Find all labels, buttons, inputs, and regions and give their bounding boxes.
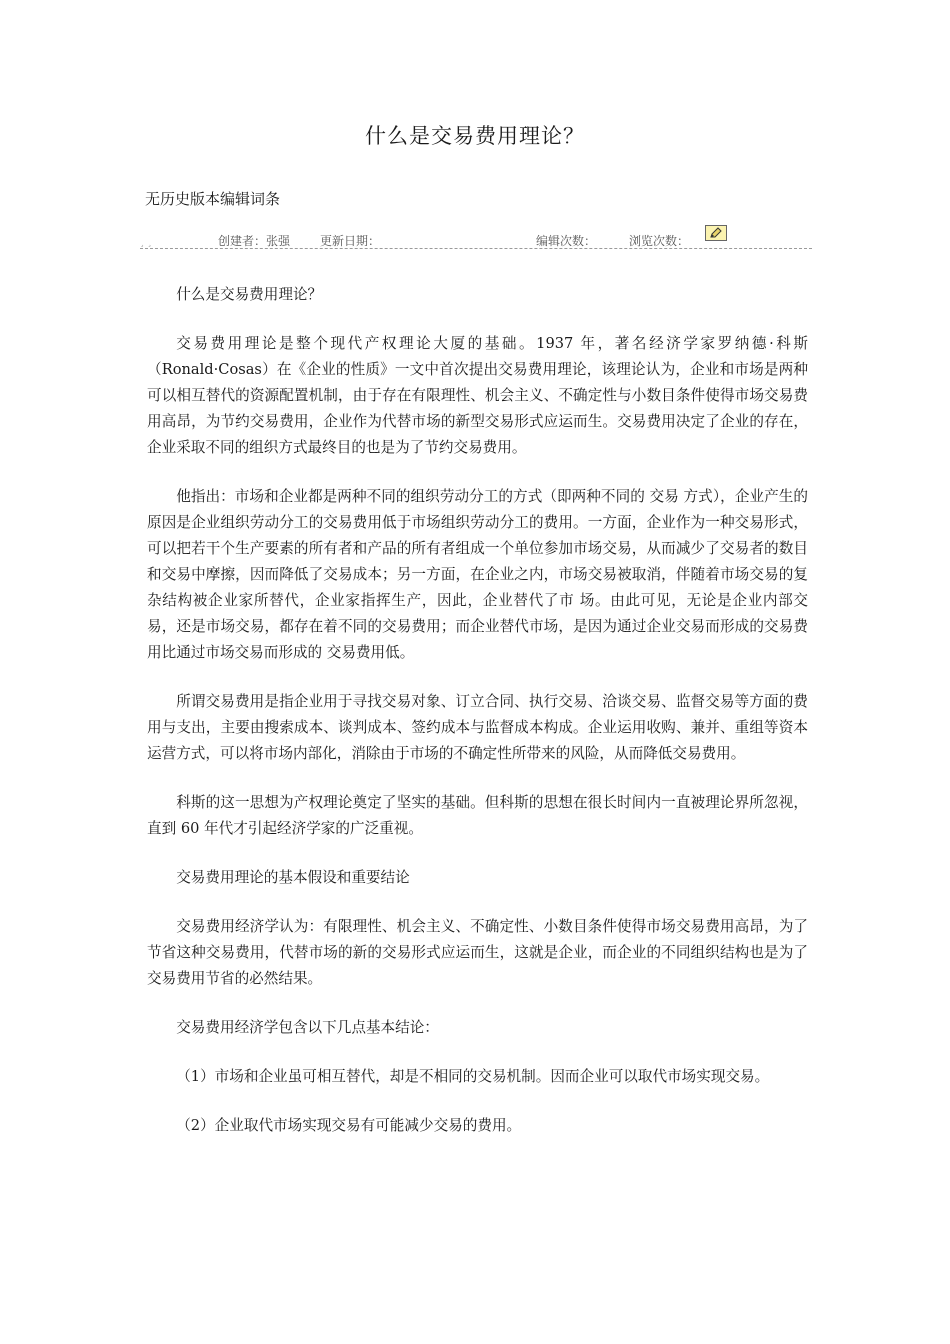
view-count-label: 浏览次数： [629, 234, 690, 248]
updated-label: 更新日期： [320, 234, 381, 248]
paragraph: 交易费用经济学认为：有限理性、机会主义、不确定性、小数目条件使得市场交易费用高昂，为了节省这种交易费用，代替市场的新的交易形式应运而生，这就是企业，而企业的不同组织结构也是为了交易费用节省的必然结果。 [147, 918, 808, 987]
meta-row [140, 228, 812, 249]
list-item: （2）企业取代市场实现交易有可能减少交易的费用。 [176, 1117, 522, 1134]
paragraph: 交易费用经济学包含以下几点基本结论： [176, 1019, 439, 1036]
list-item: （1）市场和企业虽可相互替代，却是不相同的交易机制。因而企业可以取代市场实现交易。 [176, 1068, 770, 1085]
page-title: 什么是交易费用理论？ [365, 124, 585, 148]
edit-pencil-icon[interactable] [705, 225, 727, 241]
page-subhead: 无历史版本编辑词条 [145, 190, 281, 208]
edit-count-label: 编辑次数： [536, 234, 597, 248]
paragraph: 他指出：市场和企业都是两种不同的组织劳动分工的方式（即两种不同的 交易 方式），企业产生的原因是企业组织劳动分工的交易费用低于市场组织劳动分工的费用。一方面，企业作为一种交易形式，可以把若干个生产要素的所有者和产品的所有者组成一个单位参加市场交易，从而减少了交易者的数目和交易中摩擦，因而降低了交易成本；另一方面，在企业之内，市场交易被取消，伴随着市场交易的复杂结构被企业家所替代，企业家指挥生产，因此，企业替代了市 场。由此可见，无论是企业内部交易，还是市场交易，都存在着不同的交易费用；而企业替代市场，是因为通过企业交易而形成的交易费用比通过市场交易而形成的 交易费用低。 [147, 488, 808, 661]
paragraph: 交易费用理论是整个现代产权理论大厦的基础。1937 年，著名经济学家罗纳德·科斯（Ronald·Cosas）在《企业的性质》一文中首次提出交易费用理论，该理论认为，企业和市场是两种可以相互替代的资源配置机制，由于存在有限理性、机会主义、不确定性与小数目条件使得市场交易费用高昂，为节约交易费用，企业作为代替市场的新型交易形式应运而生。交易费用决定了企业的存在，企业采取不同的组织方式最终目的也是为了节约交易费用。 [147, 335, 808, 456]
paragraph: 所谓交易费用是指企业用于寻找交易对象、订立合同、执行交易、洽谈交易、监督交易等方面的费用与支出，主要由搜索成本、谈判成本、签约成本与监督成本构成。企业运用收购、兼并、重组等资本运营方式，可以将市场内部化，消除由于市场的不确定性所带来的风险，从而降低交易费用。 [147, 693, 808, 762]
paragraph: 科斯的这一思想为产权理论奠定了坚实的基础。但科斯的思想在很长时间内一直被理论界所忽视，直到 60 年代才引起经济学家的广泛重视。 [147, 794, 808, 837]
article-body [147, 282, 808, 1162]
corner-mark: ¸ ¸ [140, 238, 152, 248]
paragraph-heading-1: 什么是交易费用理论？ [176, 286, 323, 303]
paragraph-heading-2: 交易费用理论的基本假设和重要结论 [176, 869, 410, 886]
creator-label: 创建者：张强 [218, 234, 291, 248]
